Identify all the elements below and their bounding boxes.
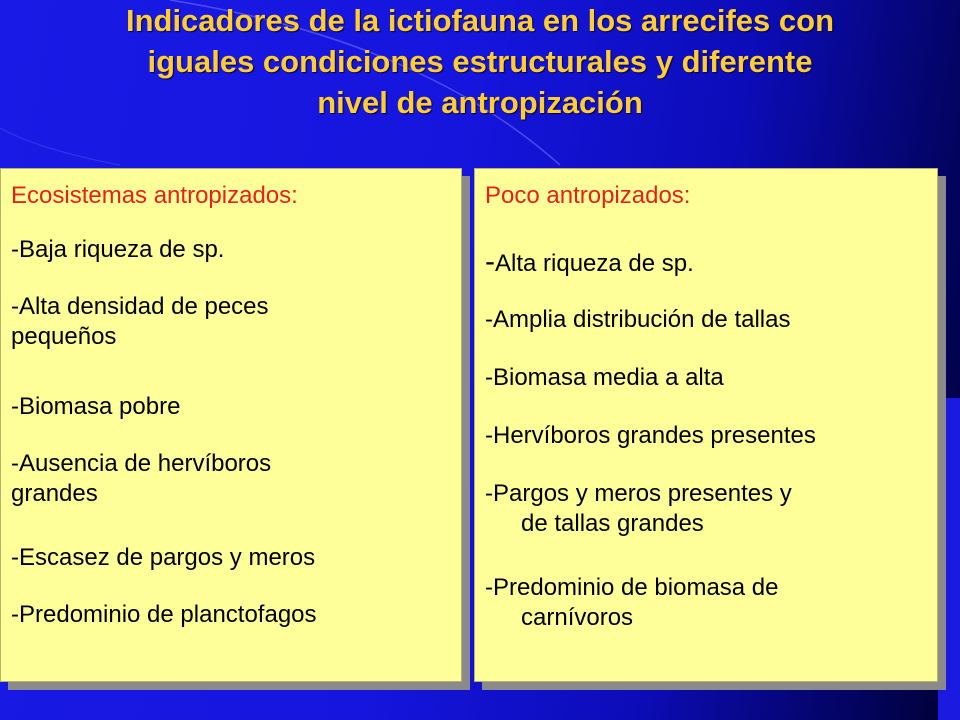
slide-title	[40, 0, 920, 123]
left-panel-heading: Ecosistemas antropizados:	[11, 182, 298, 209]
list-item	[485, 363, 724, 393]
list-item-text: -Predominio de planctofagos	[11, 601, 317, 628]
list-item-text: -Alta densidad de peces	[11, 293, 269, 320]
list-item	[485, 479, 792, 539]
list-item	[11, 543, 315, 573]
left-panel	[0, 168, 462, 682]
list-item-text: -Amplia distribución de tallas	[485, 306, 791, 333]
list-item	[11, 392, 180, 422]
list-item	[11, 235, 224, 265]
list-item	[485, 247, 694, 279]
list-item-text: -Pargos y meros presentes y	[485, 480, 792, 507]
list-item-text: -Hervíboros grandes presentes	[485, 422, 816, 449]
right-panel	[474, 168, 938, 682]
list-item-text: -Biomasa media a alta	[485, 364, 724, 391]
list-item-text: -Biomasa pobre	[11, 393, 181, 420]
list-item-text: -Escasez de pargos y meros	[11, 544, 316, 571]
list-item	[485, 573, 779, 633]
list-item	[485, 421, 816, 451]
right-panel-heading: Poco antropizados:	[485, 182, 691, 209]
list-item-text-cont: de tallas grandes	[521, 510, 704, 537]
list-item-text: -Predominio de biomasa de	[485, 574, 779, 601]
list-item-text	[485, 247, 694, 279]
list-item-dash: -	[485, 245, 495, 278]
list-item	[485, 305, 790, 335]
list-item	[11, 600, 317, 630]
list-item-text: -Baja riqueza de sp.	[11, 236, 225, 263]
list-item-text-cont: grandes	[11, 480, 98, 507]
list-item-text-cont: carnívoros	[521, 604, 634, 631]
list-item-text: -Ausencia de hervíboros	[11, 450, 272, 477]
title-line-3: nivel de antropización	[317, 85, 643, 120]
list-item-text-cont: pequeños	[11, 323, 117, 350]
list-item	[11, 449, 271, 509]
title-line-1: Indicadores de la ictiofauna en los arrecifes con	[125, 3, 835, 38]
title-line-2: iguales condiciones estructurales y diferente	[147, 44, 813, 79]
list-item-label: Alta riqueza de sp.	[495, 250, 694, 277]
list-item	[11, 292, 269, 352]
